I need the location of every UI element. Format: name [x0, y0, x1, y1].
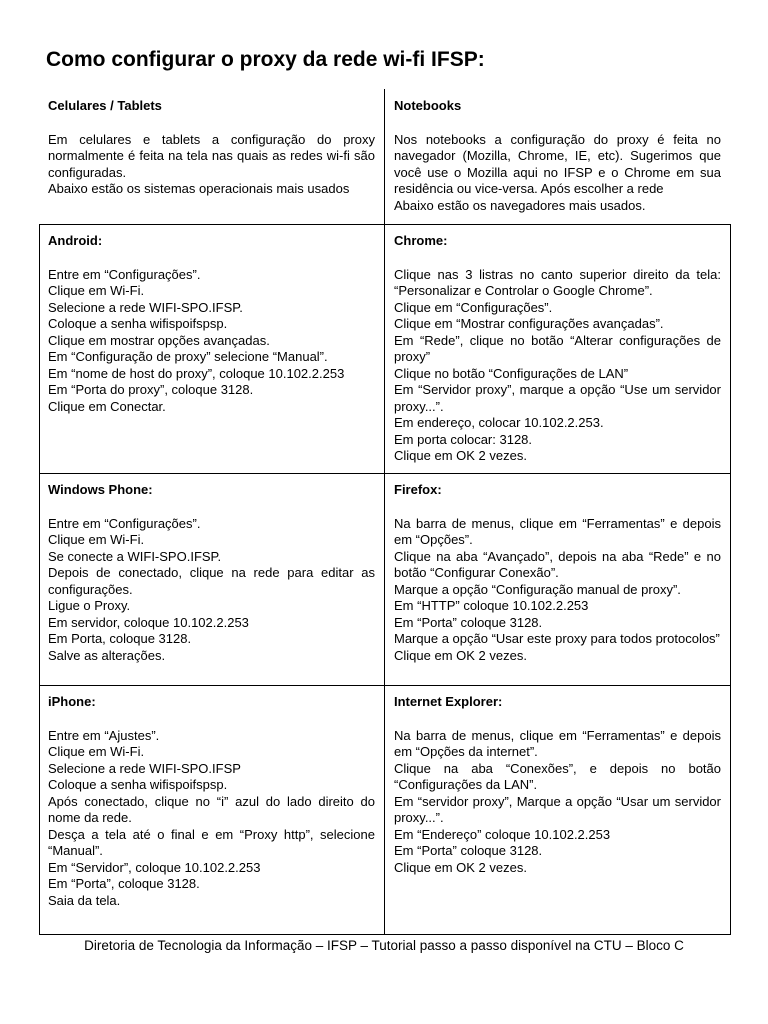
instruction-line: Em “Rede”, clique no botão “Alterar configurações de proxy”: [394, 332, 721, 364]
section-body: [48, 516, 375, 665]
section-body: [394, 728, 721, 877]
instruction-line: Selecione a rede WIFI-SPO.IFSP: [48, 760, 241, 776]
instruction-line: Em “Porta do proxy”, coloque 3128.: [48, 382, 254, 397]
instruction-line: Clique em mostrar opções avançadas.: [48, 332, 270, 348]
instruction-line: Entre em “Configurações”.: [48, 266, 201, 282]
instruction-line: Clique em Wi-Fi.: [48, 532, 145, 547]
section-heading: Android:: [48, 233, 103, 248]
instruction-line: Em porta colocar: 3128.: [394, 431, 533, 447]
instruction-line: Em “servidor proxy”, Marque a opção “Usar um servidor proxy...”.: [394, 793, 721, 825]
instruction-line: Salve as alterações.: [48, 647, 166, 663]
section-body: [48, 267, 375, 416]
section-body: [394, 267, 721, 465]
instruction-line: Em “Configuração de proxy” selecione “Manual”.: [48, 349, 328, 364]
row-divider: [39, 473, 731, 474]
instruction-line: Em “Endereço” coloque 10.102.2.253: [394, 826, 611, 842]
instruction-line: Selecione a rede WIFI-SPO.IFSP.: [48, 299, 243, 315]
instruction-line: Clique na aba “Conexões”, e depois no botão “Configurações da LAN”.: [394, 760, 721, 792]
instruction-line: Desça a tela até o final e em “Proxy http”, selecione “Manual”.: [48, 826, 375, 858]
section-body: [48, 728, 375, 910]
column-divider: [384, 89, 385, 935]
instruction-line: Se conecte a WIFI-SPO.IFSP.: [48, 548, 222, 564]
instruction-line: Marque a opção “Usar este proxy para todos protocolos”: [394, 631, 720, 646]
instruction-line: Ligue o Proxy.: [48, 598, 131, 613]
section-heading: Chrome:: [394, 233, 448, 248]
instruction-line: Entre em “Configurações”.: [48, 515, 201, 531]
section-heading: Firefox:: [394, 482, 442, 497]
instruction-line: Entre em “Ajustes”.: [48, 727, 160, 743]
instruction-line: Em “Porta”, coloque 3128.: [48, 876, 200, 891]
instruction-line: Em endereço, colocar 10.102.2.253.: [394, 415, 604, 430]
section-internet-explorer: [385, 685, 731, 935]
document-footer: Diretoria de Tecnologia da Informação – IFSP – Tutorial passo a passo disponível na CTU – Bloco C: [84, 938, 684, 953]
row-divider: [39, 685, 731, 686]
instruction-line: Clique em “Configurações”.: [394, 299, 553, 315]
instruction-line: Clique em “Mostrar configurações avançadas”.: [394, 316, 664, 331]
section-heading: Internet Explorer:: [394, 694, 503, 709]
instruction-line: Clique em Wi-Fi.: [48, 283, 145, 298]
instruction-line: Nos notebooks a configuração do proxy é feita no navegador (Mozilla, Chrome, IE, etc). Sugerimos que você use o Mozilla aqui no IFSP e o Chrome em sua residência ou vice-versa. Após escolher a rede: [394, 131, 721, 196]
instruction-line: Clique em OK 2 vezes.: [394, 647, 527, 663]
section-heading: Windows Phone:: [48, 482, 153, 497]
instruction-line: Depois de conectado, clique na rede para editar as configurações.: [48, 565, 375, 597]
section-heading: iPhone:: [48, 694, 96, 709]
instruction-line: Marque a opção “Configuração manual de proxy”.: [394, 581, 681, 597]
instruction-line: Em servidor, coloque 10.102.2.253: [48, 614, 249, 630]
instruction-line: Clique no botão “Configurações de LAN”: [394, 365, 629, 381]
instruction-line: Em “nome de host do proxy”, coloque 10.102.2.253: [48, 365, 345, 381]
section-chrome: [385, 224, 731, 473]
section-windows-phone: [39, 473, 385, 685]
instruction-line: Clique em Conectar.: [48, 398, 166, 414]
section-mobile: [39, 89, 385, 224]
instruction-line: Saia da tela.: [48, 892, 121, 908]
instruction-line: Em Porta, coloque 3128.: [48, 631, 192, 646]
instruction-line: Clique na aba “Avançado”, depois na aba “Rede” e no botão “Configurar Conexão”.: [394, 548, 721, 580]
section-heading: Notebooks: [394, 98, 462, 113]
section-heading: Celulares / Tablets: [48, 98, 162, 113]
instruction-line: Abaixo estão os sistemas operacionais mais usados: [48, 181, 350, 196]
section-iphone: [39, 685, 385, 935]
document-title: Como configurar o proxy da rede wi-fi IFSP:: [46, 48, 485, 71]
instruction-line: Em “Porta” coloque 3128.: [394, 843, 543, 858]
instruction-line: Na barra de menus, clique em “Ferramentas” e depois em “Opções da internet”.: [394, 727, 721, 759]
section-android: [39, 224, 385, 473]
instruction-line: Coloque a senha wifispoifspsp.: [48, 316, 228, 331]
section-body: [48, 132, 375, 198]
instruction-line: Coloque a senha wifispoifspsp.: [48, 777, 228, 792]
instruction-line: Em “Servidor proxy”, marque a opção “Use um servidor proxy...”.: [394, 382, 721, 414]
section-firefox: [385, 473, 731, 685]
instruction-line: Em “Servidor”, coloque 10.102.2.253: [48, 859, 261, 875]
instruction-line: Após conectado, clique no “i” azul do lado direito do nome da rede.: [48, 793, 375, 825]
instruction-line: Na barra de menus, clique em “Ferramentas” e depois em “Opções”.: [394, 515, 721, 547]
instruction-line: Clique em Wi-Fi.: [48, 744, 145, 759]
instruction-line: Abaixo estão os navegadores mais usados.: [394, 197, 646, 213]
instruction-line: Clique em OK 2 vezes.: [394, 859, 527, 875]
instruction-line: Em celulares e tablets a configuração do proxy normalmente é feita na tela nas quais as redes wi-fi são configuradas.: [48, 131, 375, 180]
instruction-line: Clique nas 3 listras no canto superior direito da tela: “Personalizar e Controlar o Google Chrome”.: [394, 266, 721, 298]
instructions-table: [39, 89, 731, 935]
instruction-line: Em “Porta” coloque 3128.: [394, 614, 543, 630]
section-body: [394, 516, 721, 665]
section-notebooks: [385, 89, 731, 224]
section-body: [394, 132, 721, 215]
instruction-line: Clique em OK 2 vezes.: [394, 448, 527, 463]
instruction-line: Em “HTTP” coloque 10.102.2.253: [394, 598, 589, 613]
